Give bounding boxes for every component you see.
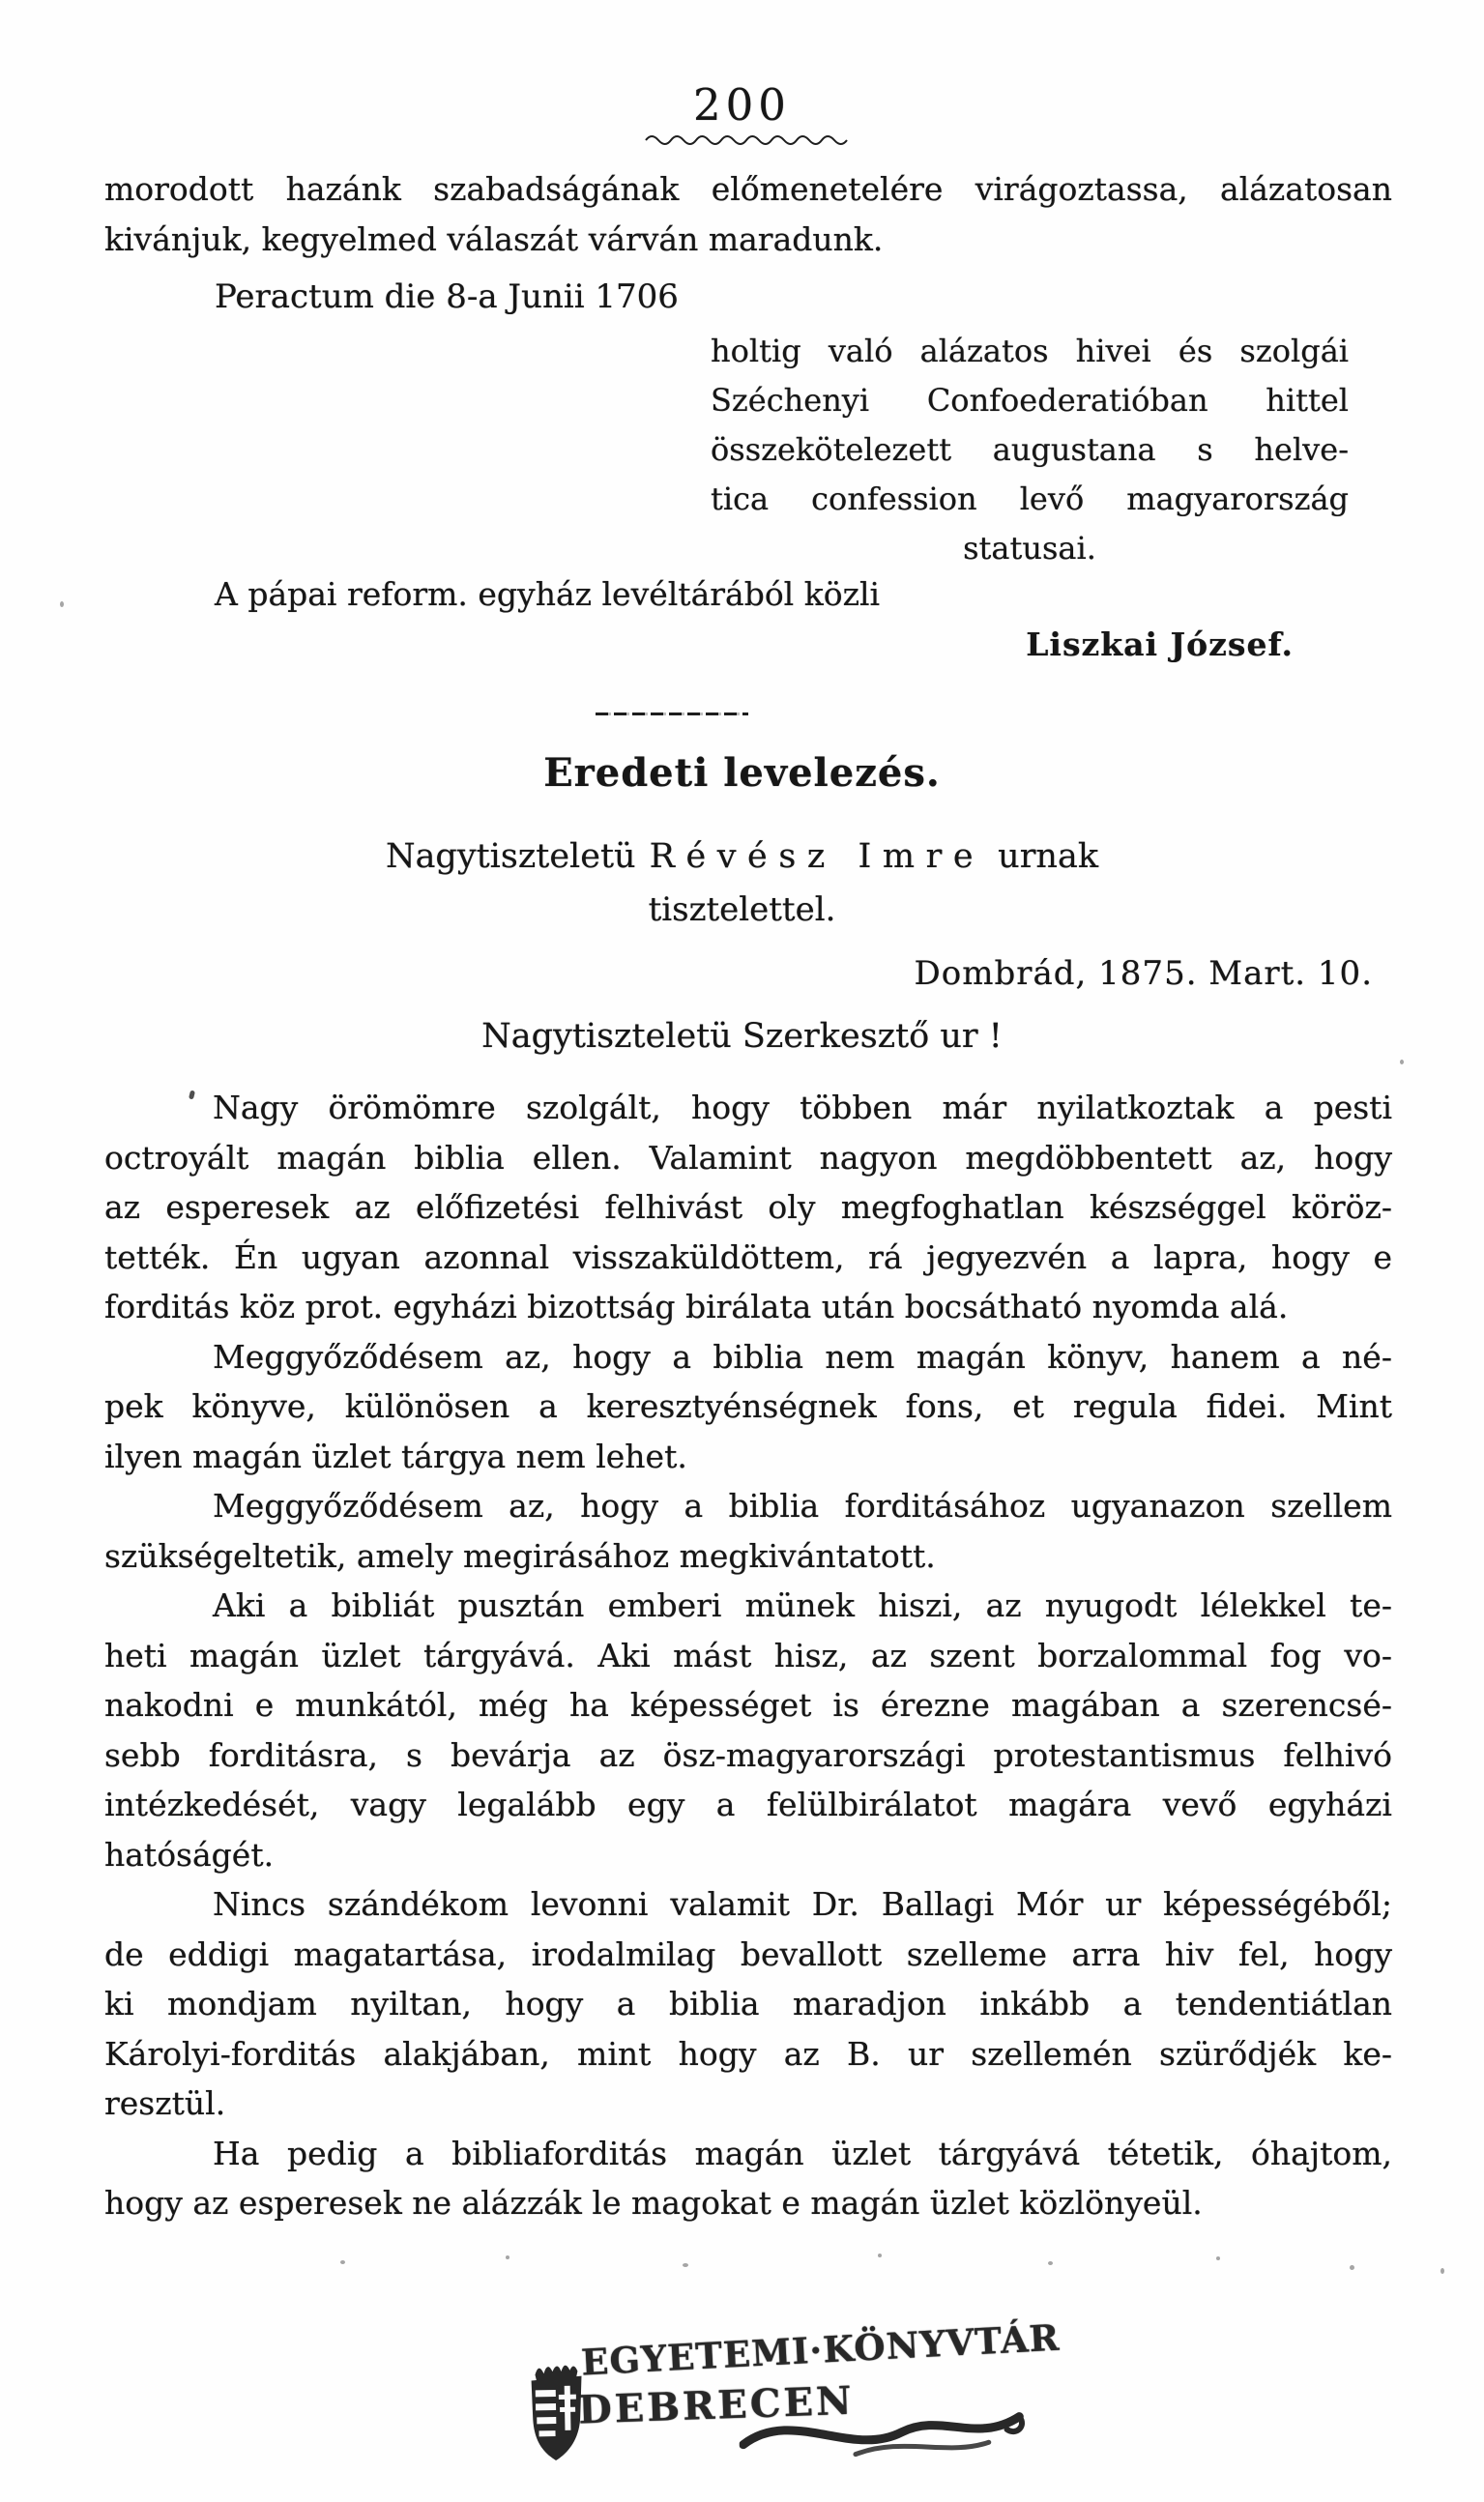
addressee-name: Révész Imre [649,837,985,876]
section-heading: Eredeti levelezés. [543,750,941,796]
peractum-line: Peractum die 8-a Junii 1706 [215,277,679,316]
addressee-prefix: Nagytiszteletü [385,837,636,876]
body-line: de eddigi magatartása, irodalmilag bevallott szelleme arra hiv fel, hogy [104,1935,1392,1973]
body-line: octroyált magán biblia ellen. Valamint nagyon megdöbbentett az, hogy [104,1138,1392,1177]
library-stamp [523,2315,1062,2486]
body-line: ilyen magán üzlet tárgya nem lehet. [104,1437,687,1475]
intro-line: kivánjuk, kegyelmed válaszát várván maradunk. [104,219,884,258]
body-line: ki mondjam nyiltan, hogy a biblia maradjon inkább a tendentiátlan [104,1985,1392,2022]
intro-line: morodott hazánk szabadságának előmenetelére virágoztassa, alázatosan [104,170,1392,208]
scan-speck [1048,2261,1053,2265]
addressee-suffix: urnak [998,837,1099,876]
contributor-name: Liszkai József. [1026,626,1294,663]
body-line: nakodni e munkától, még ha képességet is érezne magában a szerencsé- [104,1686,1392,1724]
body-line: intézkedését, vagy legalább egy a felülbirálatot magára vevő egyházi [104,1786,1392,1823]
scan-speck [683,2263,688,2267]
scan-speck [878,2254,882,2257]
scan-speck [1440,2268,1444,2274]
closing-line: összekötelezett augustana s helve- [711,431,1349,468]
scan-speck [1350,2265,1354,2270]
body-line: tették. Én ugyan azonnal visszaküldöttem, rá jegyezvén a lapra, hogy e [104,1237,1392,1276]
closing-line: Széchenyi Confoederatióban hittel [711,382,1349,419]
body-line: szükségeltetik, amely megirásához megkivántatott. [104,1536,936,1575]
scan-speck [340,2260,345,2264]
scan-speck [60,601,64,607]
letter-body [104,1083,1392,2228]
intro-paragraph [104,164,1392,264]
stamp-text-line1: EGYETEMI·KÖNYVTÁR [580,2315,1062,2384]
salutation-line: Nagytiszteletü Szerkesztő ur ! [481,1017,1003,1056]
body-line: hatóságét. [104,1835,275,1874]
body-line: forditás köz prot. egyházi bizottság birálata után bocsátható nyomda alá. [104,1288,1289,1325]
body-line: Nincs szándékom levonni valamit Dr. Ballagi Mór ur képességéből; [213,1885,1392,1923]
body-line: heti magán üzlet tárgyává. Aki mást hisz, az szent borzalommal fog vo- [104,1636,1392,1674]
closing-line: tica confession levő magyarország [711,480,1349,517]
body-line: Aki a bibliát pusztán emberi münek hiszi, az nyugodt lélekkel te- [213,1586,1392,1624]
body-line: Károlyi-forditás alakjában, mint hogy az B. ur szellemén szürődjék ke- [104,2034,1392,2073]
body-line: hogy az esperesek ne alázzák le magokat e magán üzlet közlönyeül. [104,2184,1203,2222]
closing-line: holtig való alázatos hivei és szolgái [711,333,1349,369]
body-line: Meggyőződésem az, hogy a biblia nem magán könyv, hanem a né- [213,1337,1392,1376]
body-line: resztül. [104,2084,226,2122]
addressee-line [0,837,1484,876]
scan-speck [1400,1060,1404,1064]
wavy-rule [644,131,849,150]
closing-line-statusai: statusai. [963,530,1096,567]
body-line: az esperesek az előfizetési felhivást oly megfoghatlan készséggel köröz- [104,1188,1392,1226]
dateline: Dombrád, 1875. Mart. 10. [914,954,1373,993]
section-divider [596,713,748,715]
body-line: Ha pedig a bibliaforditás magán üzlet tárgyává tétetik, óhajtom, [213,2134,1392,2172]
scan-speck [506,2255,509,2259]
scan-speck [1216,2256,1220,2260]
stamp-flourish-icon [739,2401,1030,2470]
body-line: pek könyve, különösen a keresztyénségnek fons, et regula fidei. Mint [104,1387,1392,1425]
respect-line: tisztelettel. [648,890,836,929]
source-line: A pápai reform. egyház levéltárából közli [215,575,881,613]
closing-block [711,327,1349,573]
body-line: sebb forditásra, s bevárja az ösz-magyarországi protestantismus felhivó [104,1735,1392,1774]
body-line: Meggyőződésem az, hogy a biblia forditásához ugyanazon szellem [213,1487,1392,1525]
body-line: Nagy örömömre szolgált, hogy többen már nyilatkoztak a pesti [213,1089,1392,1126]
page-number: 200 [693,79,791,131]
stamp-text-line2: DEBRECEN [577,2377,856,2433]
